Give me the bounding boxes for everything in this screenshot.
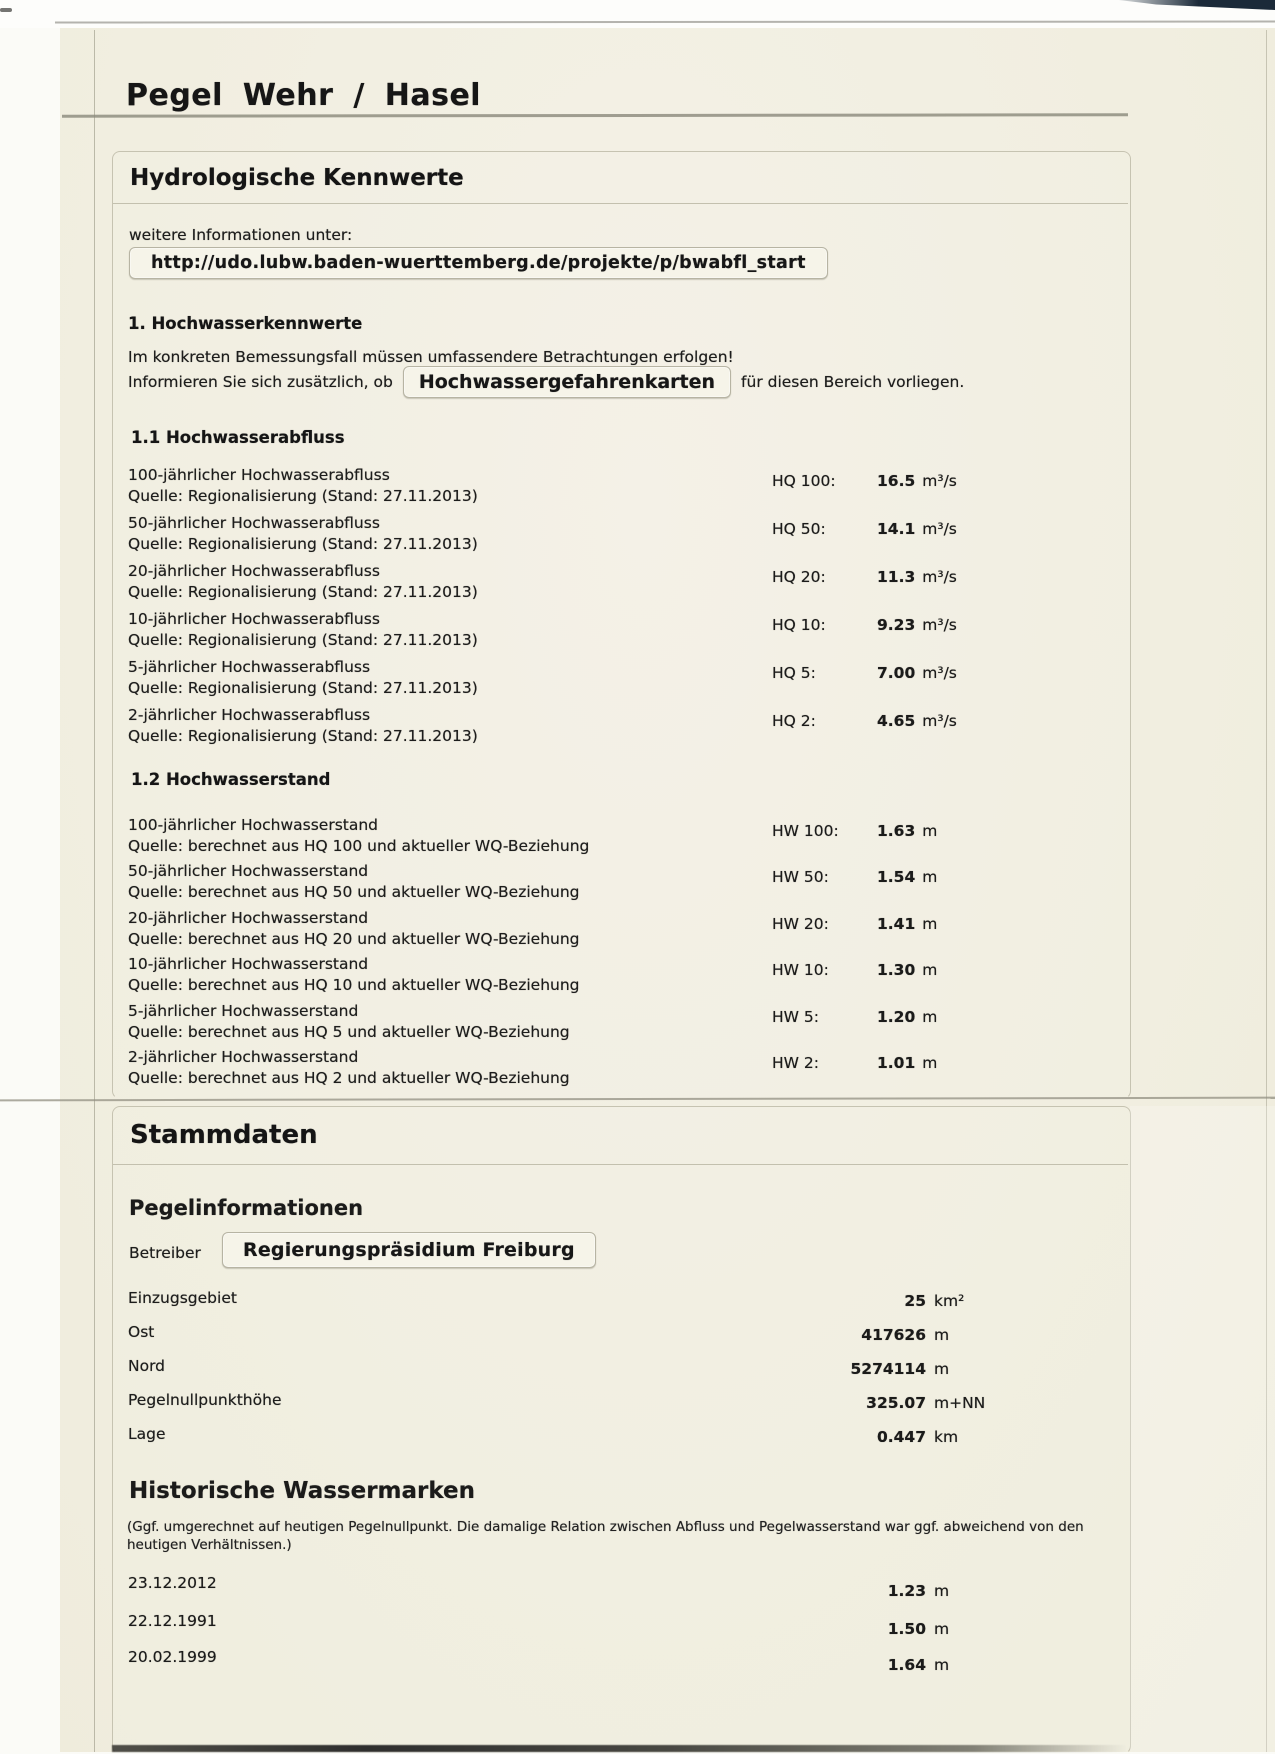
info-label: Pegelnullpunkthöhe [128,1391,282,1409]
table-row [128,705,1128,752]
info-unit: km² [934,1292,965,1310]
row-unit: m [922,961,938,979]
row-label: 20-jährlicher Hochwasserstand [128,909,369,927]
wassermarken-note: (Ggf. umgerechnet auf heutigen Pegelnullpunkt. Die damalige Relation zwischen Abfluss und Pegelwasserstand war ggf. abweichend von den heutigen Verhältnissen.) [127,1519,1084,1553]
row-label: 100-jährlicher Hochwasserabfluss [128,466,390,484]
info-row [128,1288,1128,1318]
row-value: 9.23 [877,616,916,634]
table-row [128,1001,1128,1048]
row-key: HW 10: [772,961,829,979]
table-row [128,609,1128,656]
pegelinfo-title: Pegelinformationen [129,1196,364,1220]
row-unit: m³/s [922,520,957,538]
row-key: HW 2: [772,1054,819,1072]
info-row [128,1322,1128,1352]
info-label: Einzugsgebiet [128,1289,237,1307]
row-source: Quelle: berechnet aus HQ 50 und aktueller WQ-Beziehung [128,883,580,901]
info-unit: m [934,1326,950,1344]
row-value: 1.01 [877,1054,916,1072]
row-unit: m³/s [922,712,957,730]
row-unit: m³/s [922,568,957,586]
mark-unit: m [934,1656,950,1674]
row-source: Quelle: berechnet aus HQ 10 und aktueller WQ-Beziehung [128,976,580,994]
row-label: 2-jährlicher Hochwasserstand [128,1048,359,1066]
mark-value: 1.64 [887,1656,926,1674]
scan-corner-mark [0,8,12,12]
table-row [128,861,1128,908]
row-unit: m [922,915,938,933]
scanner-top-strip [0,0,1275,28]
table-row [128,513,1128,560]
row-label: 10-jährlicher Hochwasserabfluss [128,610,380,628]
row-key: HW 5: [772,1008,819,1026]
info-value: 0.447 [876,1428,926,1446]
row-source: Quelle: Regionalisierung (Stand: 27.11.2013) [128,727,478,745]
table-row [128,815,1128,862]
row-key: HW 50: [772,868,829,886]
info-url-link[interactable]: http://udo.lubw.baden-wuerttemberg.de/projekte/p/bwabfl_start [129,247,828,279]
more-info-label: weitere Informationen unter: [129,226,353,244]
row-unit: m³/s [922,664,957,682]
row-source: Quelle: Regionalisierung (Stand: 27.11.2013) [128,583,478,601]
row-source: Quelle: Regionalisierung (Stand: 27.11.2013) [128,679,478,697]
wassermarken-title: Historische Wassermarken [129,1478,476,1504]
info-unit: km [934,1428,959,1446]
mark-date: 20.02.1999 [128,1648,217,1666]
hazard-note-prefix: Informieren Sie sich zusätzlich, ob [128,372,393,391]
row-unit: m³/s [922,472,957,490]
mark-date: 22.12.1991 [128,1612,217,1630]
row-label: 100-jährlicher Hochwasserstand [128,816,379,834]
wassermarke-row [128,1648,1128,1680]
row-value: 14.1 [877,520,916,538]
row-label: 5-jährlicher Hochwasserabfluss [128,658,371,676]
row-unit: m³/s [922,616,957,634]
table-row [128,1047,1128,1094]
table-row [128,561,1128,608]
info-value: 417626 [861,1326,926,1344]
hazard-note-suffix: für diesen Bereich vorliegen. [741,372,965,391]
row-source: Quelle: Regionalisierung (Stand: 27.11.2013) [128,487,478,505]
info-label: Nord [128,1357,166,1375]
row-key: HW 20: [772,915,829,933]
row-unit: m [922,822,938,840]
row-value: 1.41 [877,915,916,933]
row-key: HQ 50: [772,520,826,538]
hazard-maps-button[interactable]: Hochwassergefahrenkarten [403,366,731,398]
row-key: HW 100: [772,822,839,840]
hydro-panel-title: Hydrologische Kennwerte [130,165,464,191]
row-source: Quelle: berechnet aus HQ 5 und aktueller WQ-Beziehung [128,1023,570,1041]
wassermarke-row [128,1612,1128,1644]
table-row [128,657,1128,704]
mark-value: 1.50 [887,1620,926,1638]
row-label: 50-jährlicher Hochwasserstand [128,862,369,880]
row-unit: m [922,1054,938,1072]
row-value: 16.5 [877,472,916,490]
info-value: 25 [904,1292,926,1310]
row-key: HQ 10: [772,616,826,634]
row-key: HQ 5: [772,664,816,682]
row-label: 5-jährlicher Hochwasserstand [128,1002,359,1020]
info-value: 5274114 [850,1360,926,1378]
mark-unit: m [934,1620,950,1638]
row-label: 2-jährlicher Hochwasserabfluss [128,706,371,724]
section-1-2-title: 1.2 Hochwasserstand [131,770,331,789]
info-row [128,1356,1128,1386]
stammdaten-title: Stammdaten [130,1120,318,1150]
info-unit: m [934,1360,950,1378]
info-label: Ost [128,1323,155,1341]
row-label: 20-jährlicher Hochwasserabfluss [128,562,380,580]
scan-bottom-shadow [112,1745,1127,1752]
section-1-1-title: 1.1 Hochwasserabfluss [131,428,345,447]
row-unit: m [922,1008,938,1026]
page-title: Pegel Wehr / Hasel [126,78,482,113]
row-value: 4.65 [877,712,916,730]
paper-edge-left [94,30,95,1752]
section-1-note: Im konkreten Bemessungsfall müssen umfassendere Betrachtungen erfolgen! [128,348,734,366]
info-value: 325.07 [866,1394,926,1412]
mark-value: 1.23 [887,1582,926,1600]
row-value: 1.54 [877,868,916,886]
row-unit: m [922,868,938,886]
info-unit: m+NN [934,1394,986,1412]
table-row [128,908,1128,955]
betreiber-label: Betreiber [129,1244,201,1262]
mark-date: 23.12.2012 [128,1574,217,1592]
row-source: Quelle: Regionalisierung (Stand: 27.11.2013) [128,535,478,553]
row-label: 50-jährlicher Hochwasserabfluss [128,514,380,532]
table-row [128,954,1128,1001]
row-source: Quelle: berechnet aus HQ 2 und aktueller WQ-Beziehung [128,1069,570,1087]
row-value: 1.63 [877,822,916,840]
wassermarke-row [128,1574,1128,1606]
scan-light-band [1130,1106,1275,1752]
hydro-title-divider [113,203,1128,204]
hazard-map-note [128,366,964,398]
table-row [128,465,1128,512]
row-key: HQ 2: [772,712,816,730]
row-source: Quelle: berechnet aus HQ 100 und aktueller WQ-Beziehung [128,837,590,855]
row-label: 10-jährlicher Hochwasserstand [128,955,369,973]
row-value: 11.3 [877,568,916,586]
section-1-title: 1. Hochwasserkennwerte [128,314,363,333]
info-row [128,1390,1128,1420]
row-value: 1.20 [877,1008,916,1026]
row-key: HQ 100: [772,472,836,490]
stammdaten-title-divider [113,1164,1128,1165]
betreiber-button[interactable]: Regierungspräsidium Freiburg [222,1232,596,1268]
row-key: HQ 20: [772,568,826,586]
row-value: 1.30 [877,961,916,979]
mark-unit: m [934,1582,950,1600]
info-row [128,1424,1128,1454]
info-label: Lage [128,1425,166,1443]
row-source: Quelle: Regionalisierung (Stand: 27.11.2013) [128,631,478,649]
row-value: 7.00 [877,664,916,682]
row-source: Quelle: berechnet aus HQ 20 und aktueller WQ-Beziehung [128,930,580,948]
